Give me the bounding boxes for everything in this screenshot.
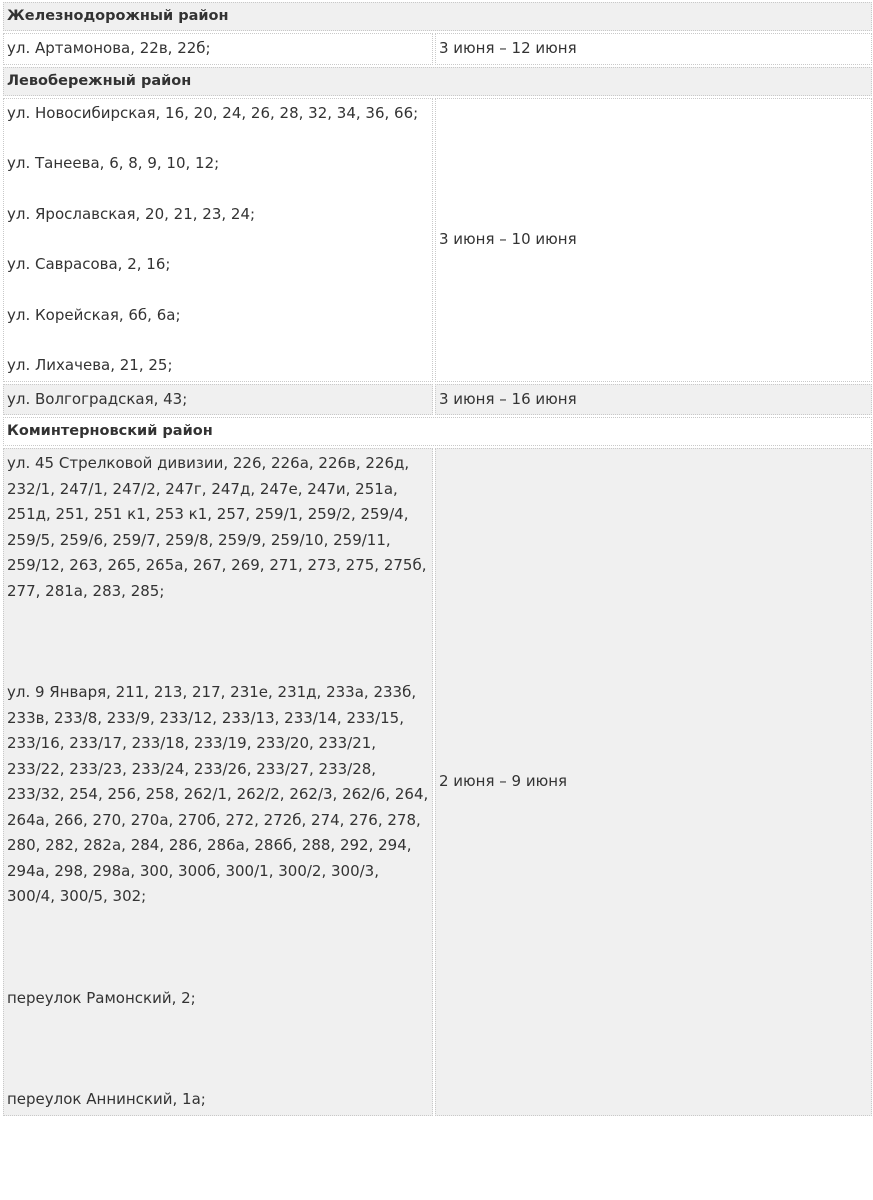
district-header-row [3,2,872,31]
address-item: ул. Лихачева, 21, 25; [7,356,173,374]
period-cell: 3 июня – 10 июня [435,98,872,382]
address-cell [3,384,433,416]
table-row [3,98,872,382]
address-item: переулок Аннинский, 1а; [7,1090,206,1108]
district-header-row [3,67,872,96]
address-item: ул. 9 Января, 211, 213, 217, 231е, 231д, 233а, 233б, 233в, 233/8, 233/9, 233/12, 233/13, 233/14, 233/15, 233/16, 233/17, 233/18, 233/19, 233/20, 233/21, 233/22, 233/23, 233/24, 233/26, 233/27, 233/28, 233/32, 254, 256, 258, 262/1, 262/2, 262/3, 262/6, 264, 264а, 266, 270, 270а, 270б, 272, 272б, 274, 276, 278, 280, 282, 282а, 284, 286, 286а, 286б, 288, 292, 294, 294а, 298, 298а, 300, 300б, 300/1, 300/2, 300/3, 300/4, 300/5, 302; [7,683,429,905]
spacer [7,278,429,303]
address-item: ул. Корейская, 6б, 6а; [7,305,181,324]
table-row [3,33,872,65]
table-row [3,448,872,1116]
spacer [7,604,429,680]
spacer [7,177,429,202]
address-item: ул. Саврасова, 2, 16; [7,255,171,273]
spacer [7,227,429,252]
address-item: ул. Ярославская, 20, 21, 23, 24; [7,204,256,223]
district-name: Железнодорожный район [3,2,872,31]
address-item: переулок Рамонский, 2; [7,988,196,1007]
district-header-row [3,417,872,446]
table-row [3,384,872,416]
spacer [7,1011,429,1087]
address-cell [3,448,433,1116]
district-name: Коминтерновский район [3,417,872,446]
address-item: ул. Волгоградская, 43; [7,389,188,408]
address-item: ул. Новосибирская, 16, 20, 24, 26, 28, 32, 34, 36, 66; [7,103,419,122]
address-cell [3,98,433,382]
period-cell: 2 июня – 9 июня [435,448,872,1116]
spacer [7,910,429,986]
period-cell: 3 июня – 16 июня [435,384,872,416]
schedule-table [1,0,873,1118]
address-item: ул. Танеева, 6, 8, 9, 10, 12; [7,154,220,172]
address-item: ул. Артамонова, 22в, 22б; [7,39,211,57]
address-item: ул. 45 Стрелковой дивизии, 226, 226а, 226в, 226д, 232/1, 247/1, 247/2, 247г, 247д, 247е, 247и, 251а, 251д, 251, 251 к1, 253 к1, 257, 259/1, 259/2, 259/4, 259/5, 259/6, 259/7, 259/8, 259/9, 259/10, 259/11, 259/12, 263, 265, 265а, 267, 269, 271, 273, 275, 275б, 277, 281а, 283, 285; [7,454,427,600]
address-cell [3,33,433,65]
district-name: Левобережный район [3,67,872,96]
spacer [7,126,429,151]
period-cell: 3 июня – 12 июня [435,33,872,65]
spacer [7,328,429,353]
